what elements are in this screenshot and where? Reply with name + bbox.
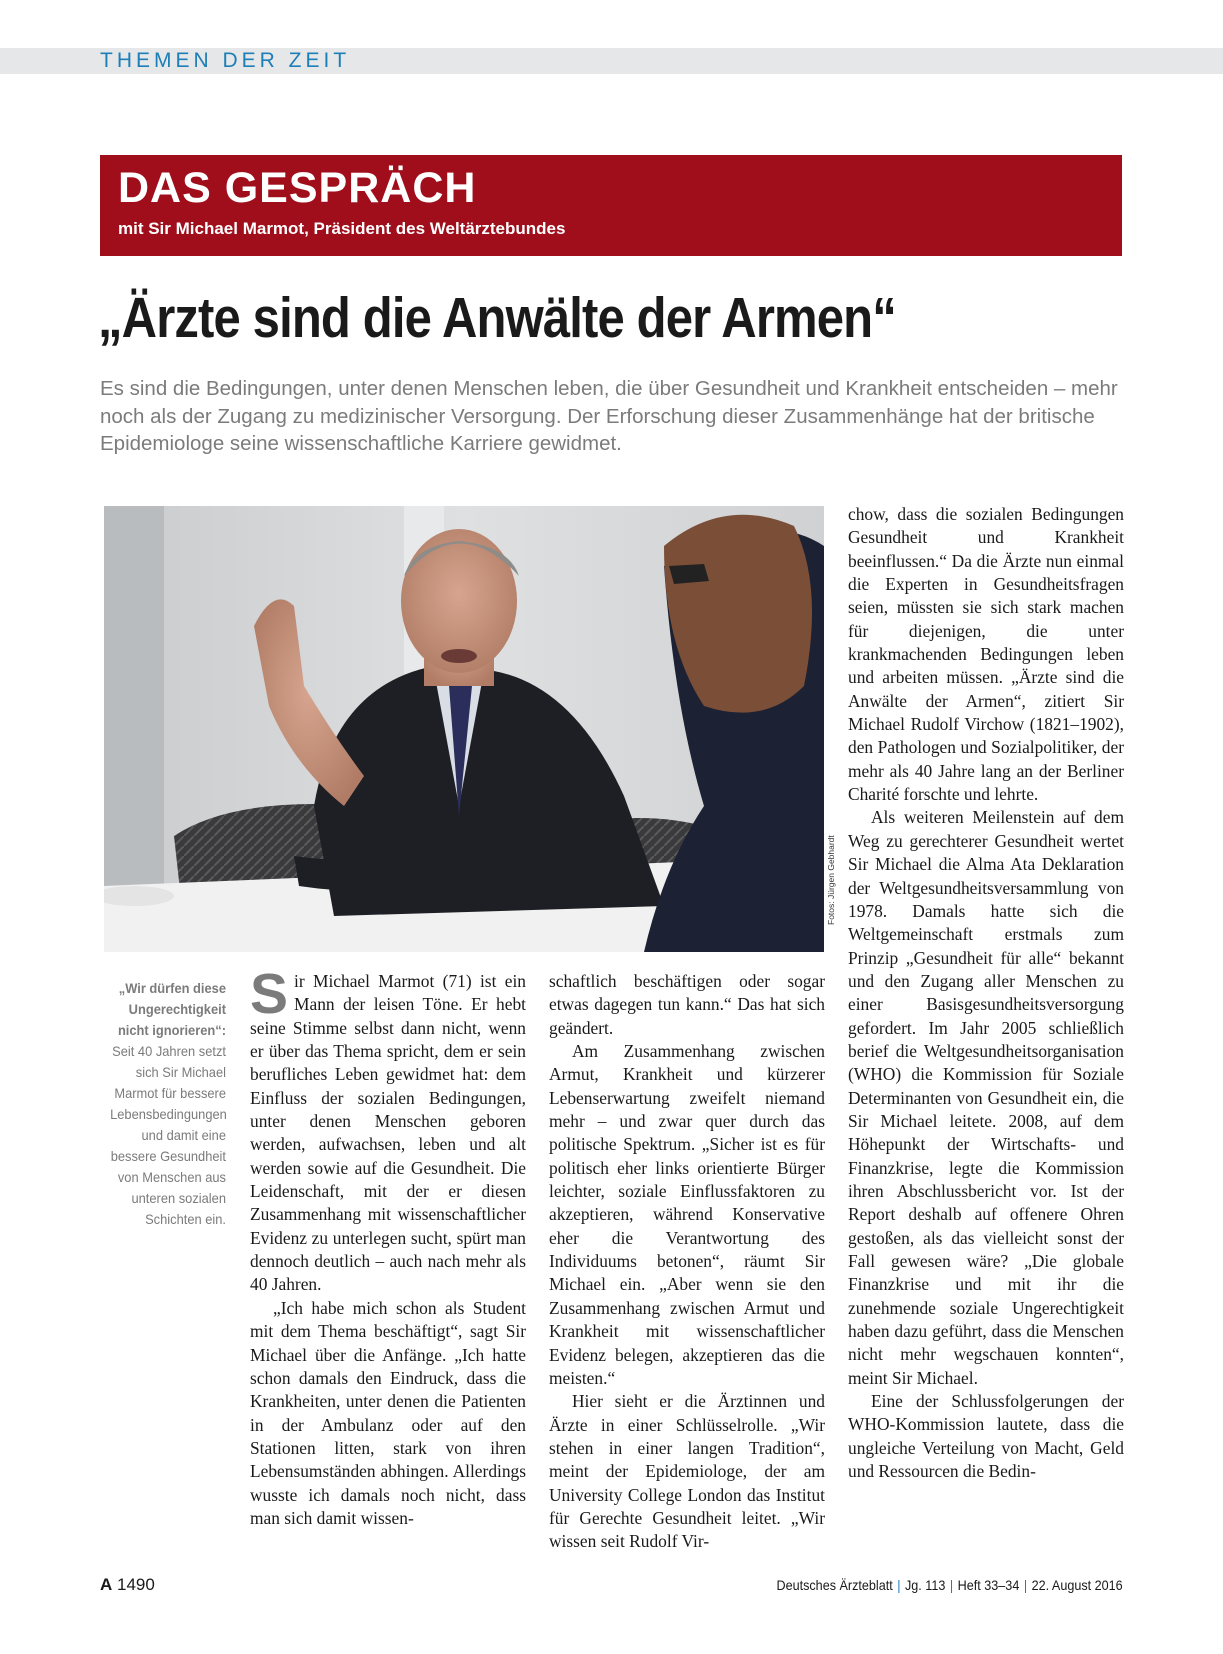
article-column-2 xyxy=(549,970,825,1554)
article-column-3 xyxy=(848,503,1124,1483)
page-number xyxy=(100,1575,155,1595)
col3-paragraph-3: Eine der Schlussfolgerungen der WHO-Kommission lautete, dass die ungleiche Verteilung von Macht, Geld und Ressourcen die Bedin- xyxy=(848,1391,1124,1482)
col2-paragraph-3: Hier sieht er die Ärztinnen und Ärzte in einer Schlüsselrolle. „Wir stehen in einer langen Tradition“, meint der Epidemiologe, der am University College London das Institut für Gerechte Gesundheit leitet. „Wir wissen seit Rudolf Vir- xyxy=(549,1391,825,1552)
journal-footer: Deutsches Ärzteblatt | Jg. 113 | Heft 33–34 | 22. August 2016 xyxy=(776,1577,1123,1593)
journal-name: Deutsches Ärzteblatt xyxy=(776,1577,894,1593)
col3-paragraph-1: chow, dass die sozialen Bedingungen Gesundheit und Krankheit beeinflussen.“ Da die Ärzte nun einmal die Experten in Gesundheitsfragen seien, müssten sie sich stark machen für diejenigen, die unter krankmachenden Bedingungen leben und arbeiten müssen. „Ärzte sind die Anwälte der Armen“, zitiert Sir Michael Rudolf Virchow (1821–1902), den Pathologen und Sozialpolitiker, der mehr als 40 Jahre lang an der Berliner Charité forschte und lehrte. xyxy=(848,504,1124,805)
banner-title: DAS GESPRÄCH xyxy=(118,164,477,212)
col1-paragraph-1: ir Michael Marmot (71) ist ein Mann der leisen Töne. Er hebt seine Stimme selbst dann nicht, wenn er über das Thema spricht, dem er sein berufliches Leben gewidmet hat: dem Einfluss der sozialen Bedingungen, unter denen Menschen geboren werden, aufwachsen, leben und alt werden sowie auf die Gesundheit. Die Leidenschaft, mit der er diesen Zusammenhang mit wissenschaftlicher Evidenz zu unterlegen sucht, spürt man dennoch deutlich – auch nach mehr als 40 Jahren. xyxy=(250,971,526,1295)
banner-subtitle: mit Sir Michael Marmot, Präsident des Weltärztebundes xyxy=(118,219,566,238)
photo-credit: Fotos: Jürgen Gebhardt xyxy=(826,835,836,925)
article-column-1 xyxy=(250,962,526,1530)
drop-cap: S xyxy=(250,962,289,1026)
interview-photo xyxy=(104,506,824,952)
col2-paragraph-2: Am Zusammenhang zwischen Armut, Krankheit und kürzerer Lebenserwartung zweifelt niemand mehr – und zwar quer durch das politische Spektrum. „Sicher ist es für politisch eher links orientierte Bürger leichter, soziale Einflussfaktoren zu akzeptieren, während Konservative eher die Verantwortung des Individuums betonen“, räumt Sir Michael ein. „Aber wenn sie den Zusammenhang zwischen Armut und Krankheit mit wissenschaftlicher Evidenz belegen, akzeptieren das die meisten.“ xyxy=(549,1041,825,1388)
col3-paragraph-2: Als weiteren Meilenstein auf dem Weg zu gerechterer Gesundheit wertet Sir Michael die Alma Ata Deklaration der Weltgesundheitsversammlung von 1978. Damals hatte sich die Weltgemeinschaft erstmals zum Prinzip „Gesundheit für alle“ bekannt und den Zugang aller Menschen zu einer Basisgesundheitsversorgung gefordert. Im Jahr 2005 schließlich berief die Weltgesundheitsorganisation (WHO) die Kommission für Soziale Determinanten von Gesundheit ein, die Sir Michael leitete. 2008, auf dem Höhepunkt der Wirtschafts- und Finanzkrise, legte die Kommission ihren Abschlussbericht vor. Ist der Report deshalb auf offenere Ohren gestoßen, als das vielleicht sonst der Fall gewesen wäre? „Die globale Finanzkrise und mit ihr die zunehmende soziale Ungerechtigkeit haben dazu geführt, dass die Menschen nicht mehr wegschauen konnten“, meint Sir Michael. xyxy=(848,807,1124,1388)
page-prefix: A xyxy=(100,1575,113,1594)
col2-paragraph-1: schaftlich beschäftigen oder sogar etwas dagegen tun kann.“ Das hat sich geändert. xyxy=(549,971,825,1038)
section-label: THEMEN DER ZEIT xyxy=(100,49,351,72)
interview-banner xyxy=(100,155,1122,256)
caption-text: Seit 40 Jahren setzt sich Sir Michael Marmot für bessere Lebensbedingungen und damit eine bessere Gesundheit von Menschen aus unteren sozialen Schichten ein. xyxy=(110,1043,227,1227)
journal-issue: Heft 33–34 xyxy=(957,1577,1020,1593)
journal-volume: Jg. 113 xyxy=(905,1577,946,1593)
caption-quote: „Wir dürfen diese Ungerechtigkeit nicht ignorieren“: xyxy=(117,980,226,1038)
article-headline: „Ärzte sind die Anwälte der Armen“ xyxy=(98,286,896,350)
photo-caption xyxy=(110,978,226,1230)
page-number-value: 1490 xyxy=(117,1575,155,1594)
journal-date: 22. August 2016 xyxy=(1031,1577,1123,1593)
article-lead: Es sind die Bedingungen, unter denen Menschen leben, die über Gesundheit und Krankheit entscheiden – mehr noch als der Zugang zu medizinischer Versorgung. Der Erforschung dieser Zusammenhänge hat der britische Epidemiologe seine wissenschaftliche Karriere gewidmet. xyxy=(100,377,1118,455)
col1-paragraph-2: „Ich habe mich schon als Student mit dem Thema beschäftigt“, sagt Sir Michael über die Anfänge. „Ich hatte schon damals den Eindruck, dass die Krankheiten, unter denen die Patienten in der Ambulanz oder auf den Stationen litten, stark von ihren Lebensumständen abhingen. Allerdings wusste ich damals noch nicht, dass man sich damit wissen- xyxy=(250,1297,526,1528)
